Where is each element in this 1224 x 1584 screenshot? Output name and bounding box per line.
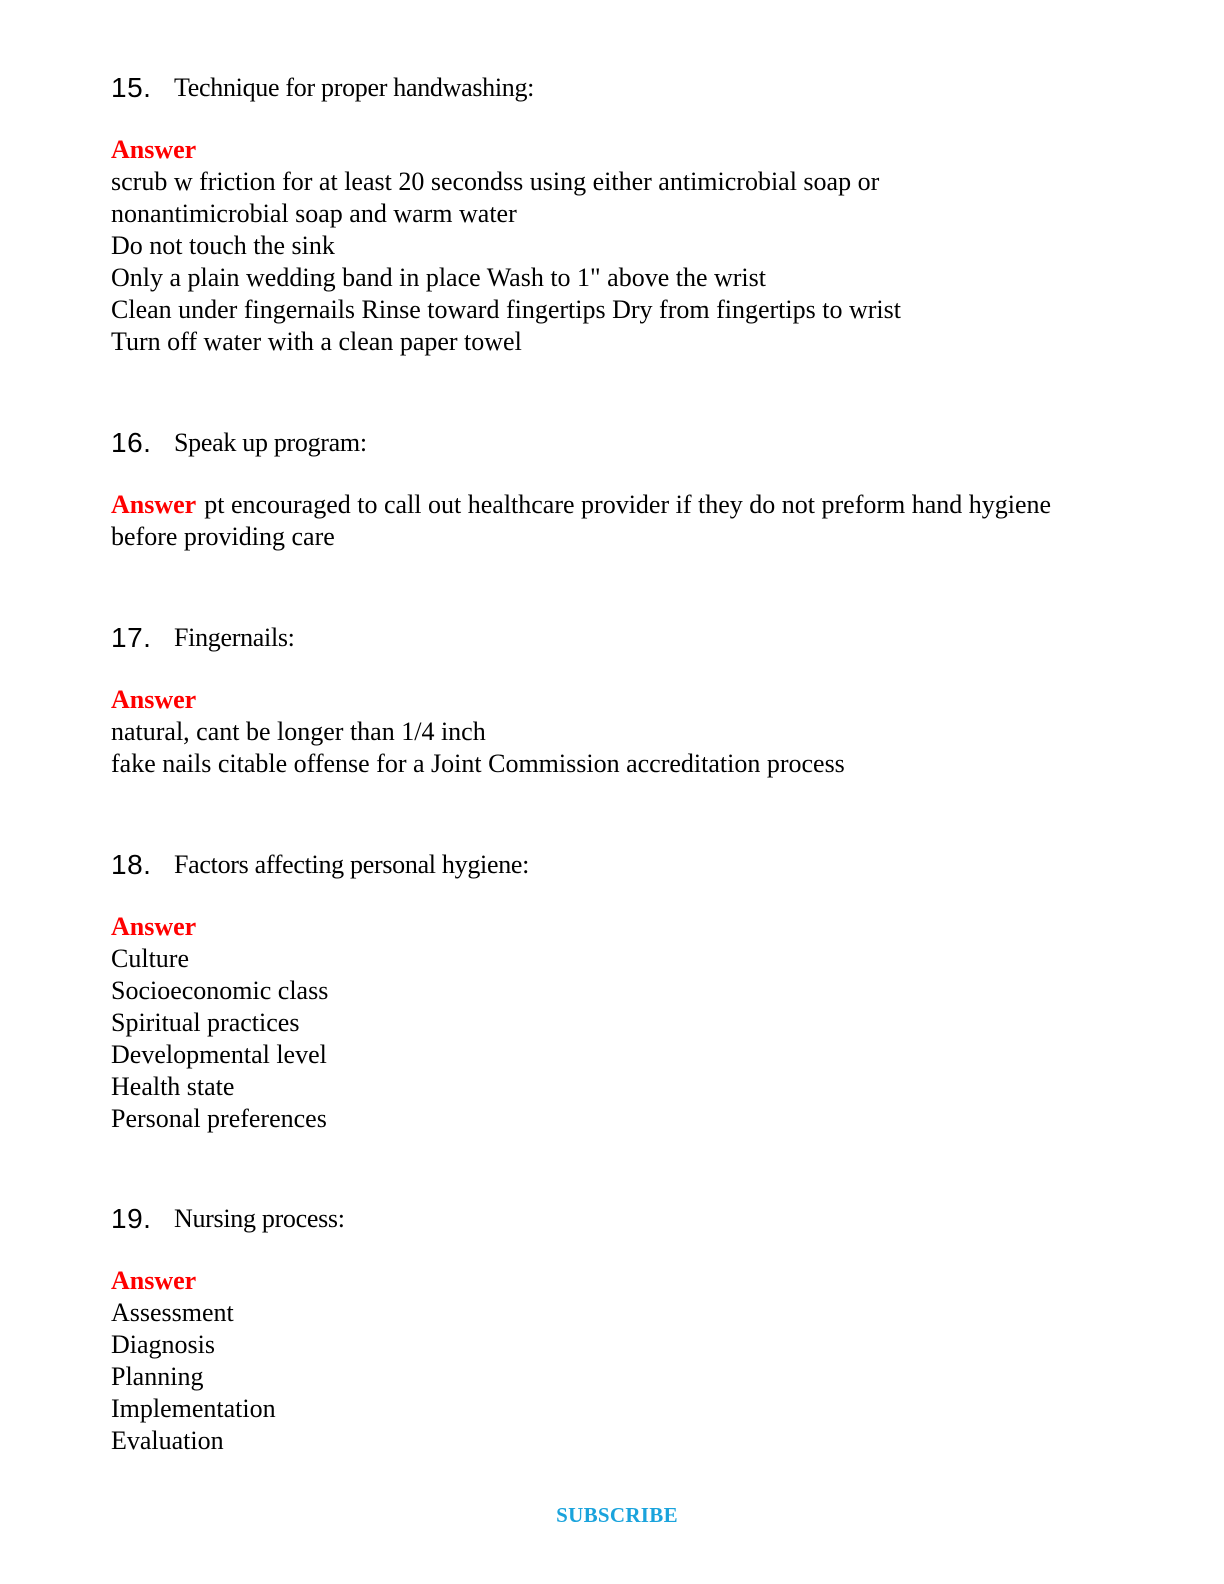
answer-line: Implementation [111, 1394, 276, 1423]
answer-block [111, 489, 1121, 553]
question-17 [111, 620, 1121, 780]
answer-line: Only a plain wedding band in place Wash to 1" above the wrist [111, 263, 767, 292]
answer-line: Diagnosis [111, 1330, 215, 1359]
question-text: Fingernails: [174, 623, 295, 652]
answer-line: Do not touch the sink [111, 231, 335, 260]
answer-line: Clean under fingernails Rinse toward fingertips Dry from fingertips to wrist [111, 295, 901, 324]
question-18 [111, 847, 1121, 1135]
answer-line: Socioeconomic class [111, 976, 329, 1005]
answer-line: Turn off water with a clean paper towel [111, 327, 522, 356]
answer-line: Health state [111, 1072, 235, 1101]
answer-label: Answer [111, 685, 197, 714]
question-text: Technique for proper handwashing: [174, 73, 535, 102]
question-number: 15. [111, 72, 152, 103]
answer-block [111, 911, 1121, 1135]
answer-line: Evaluation [111, 1426, 224, 1455]
answer-line: fake nails citable offense for a Joint Commission accreditation process [111, 749, 845, 778]
question-text: Nursing process: [174, 1204, 345, 1233]
question-header [111, 70, 1121, 106]
answer-label: Answer [111, 490, 197, 519]
answer-block [111, 134, 1121, 358]
question-19 [111, 1201, 1121, 1457]
answer-line: Personal preferences [111, 1104, 327, 1133]
question-16 [111, 425, 1121, 553]
answer-label: Answer [111, 1266, 197, 1295]
answer-line: Culture [111, 944, 189, 973]
question-header [111, 1201, 1121, 1237]
answer-block [111, 684, 1121, 780]
question-header [111, 425, 1121, 461]
question-15 [111, 70, 1121, 358]
question-header [111, 620, 1121, 656]
answer-label: Answer [111, 135, 197, 164]
answer-block [111, 1265, 1121, 1457]
question-number: 16. [111, 427, 152, 458]
answer-line: before providing care [111, 522, 335, 551]
question-number: 19. [111, 1203, 152, 1234]
question-header [111, 847, 1121, 883]
answer-label: Answer [111, 912, 197, 941]
answer-line: Developmental level [111, 1040, 327, 1069]
answer-line: scrub w friction for at least 20 secondss using either antimicrobial soap or [111, 167, 880, 196]
question-number: 18. [111, 849, 152, 880]
answer-line: natural, cant be longer than 1/4 inch [111, 717, 486, 746]
question-text: Speak up program: [174, 428, 367, 457]
answer-inline-text: pt encouraged to call out healthcare provider if they do not preform hand hygiene [204, 490, 1052, 519]
answer-line: nonantimicrobial soap and warm water [111, 199, 517, 228]
answer-line: Planning [111, 1362, 204, 1391]
subscribe-link[interactable]: SUBSCRIBE [556, 1503, 678, 1527]
answer-line: Assessment [111, 1298, 234, 1327]
question-number: 17. [111, 622, 152, 653]
answer-line: Spiritual practices [111, 1008, 300, 1037]
question-text: Factors affecting personal hygiene: [174, 850, 530, 879]
